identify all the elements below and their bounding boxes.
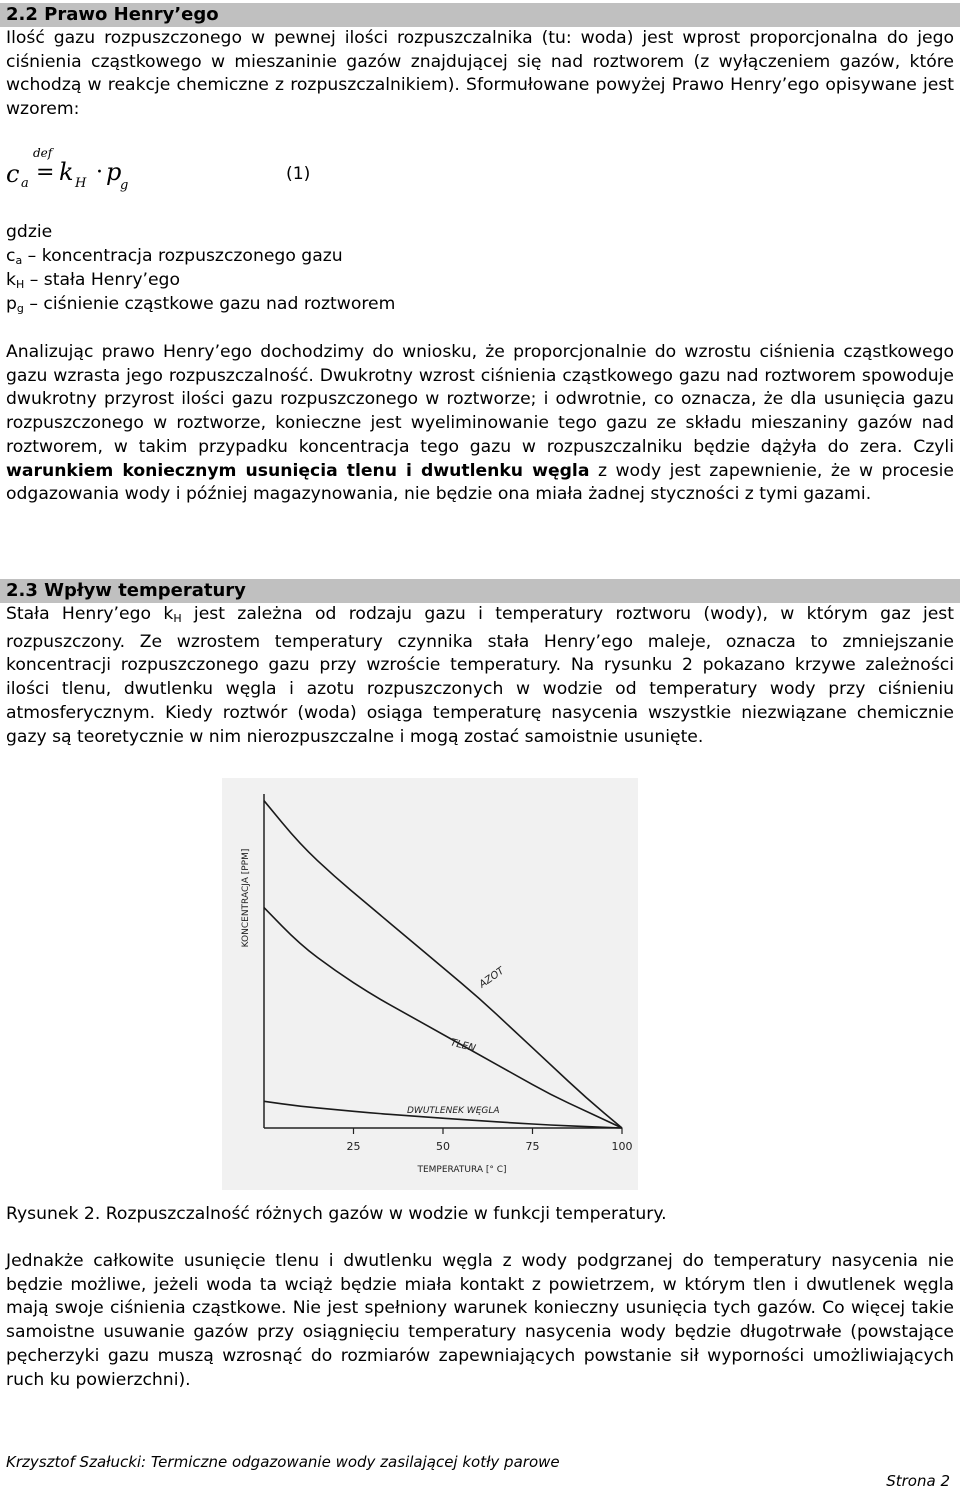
formula-c-sub: a [21, 176, 29, 191]
solubility-chart-figure [222, 778, 638, 1190]
analysis-text-2: z wody jest zapewnienie, że w procesie odgazowania wody i później magazynowania, nie będzie ona miała żadnej styczności z tymi gazami. [6, 460, 954, 505]
intro-paragraph: Ilość gazu rozpuszczonego w pewnej ilości rozpuszczalnika (tu: woda) jest wprost proporcjonalna do jego ciśnienia cząstkowego w mieszaninie gazów znajdującej się nad roztworem (z wyłączeniem gazów, które wchodzą w reakcje chemiczne z rozpuszczalnikiem). Sformułowane powyżej Prawo Henry’ego opisywane jest wzorem: [6, 28, 954, 120]
closing-paragraph: Jednakże całkowite usunięcie tlenu i dwutlenku węgla z wody podgrzanej do temperatury nasycenia nie będzie możliwe, jeżeli woda ta wciąż będzie miała kontakt z powietrzem, w którym tlen i dwutlenek węgla mają swoje ciśnienia cząstkowe. Nie jest spełniony warunek konieczny usunięcia tych gazów. Co więcej takie samoistne usuwanie gazów przy osiągnięciu temperatury nasycenia wody będzie długotrwałe (powstające pęcherzyki gazu muszą wzrosnąć do rozmiarów zapewniających powstanie sił wyporności umożliwiających ruch ku powierzchni). [6, 1251, 954, 1390]
formula-def: def [33, 146, 53, 160]
definition-text: – ciśnienie cząstkowe gazu nad roztworem [23, 294, 396, 314]
definition-text: – stała Henry’ego [24, 270, 180, 290]
definition-symbol: k [6, 270, 16, 290]
definition-subscript: g [16, 302, 24, 315]
x-tick-label: 50 [436, 1140, 450, 1153]
x-tick-label: 25 [346, 1140, 361, 1153]
analysis-text-1: Analizując prawo Henry’ego dochodzimy do wniosku, że proporcjonalnie do wzrostu ciśnienia cząstkowego gazu wzrasta jego rozpuszczalność. Dwukrotny wzrost ciśnienia cząstkowego gazu nad roztworem spowoduje dwukrotny przyrost ilości gazu rozpuszczonego w roztworze; i odwrotnie, co oznacza, że dla usunięcia gazu rozpuszczonego w roztworze, konieczne jest wyeliminowanie tego gazu ze składu mieszaniny gazów nad roztworem, w takim przypadku koncentracja tego gazu w rozpuszczalniku będzie dążyła do zera. Czyli [6, 342, 954, 457]
section-heading-2-2: 2.2 Prawo Henry’ego [0, 3, 960, 27]
temperature-paragraph [6, 603, 954, 749]
series-label-0: AZOT [477, 965, 507, 991]
series-label-2: DWUTLENEK WĘGLA [407, 1106, 500, 1116]
formula-p-sub: g [120, 178, 129, 193]
section-heading-2-3: 2.3 Wpływ temperatury [0, 579, 960, 603]
temperature-text-2: jest zależna od rodzaju gazu i temperatury roztworu (wody), w którym gaz jest rozpuszczony. Ze wzrostem temperatury czynnika stała Henry’ego maleje, oznacza to zmniejszanie koncentracji rozpuszczonego gazu przy wzroście temperatury. Na rysunku 2 pokazano krzywe zależności ilości tlenu, dwutlenku węgla i azotu rozpuszczonych w wodzie od temperatury wody przy ciśnieniu atmosferycznym. Kiedy roztwór (woda) osiąga temperaturę nasycenia wszystkie niezwiązane chemicznie gazy są teoretycznie w nim nierozpuszczalne i mogą zostać samoistnie usunięte. [6, 604, 954, 747]
x-tick-label: 75 [525, 1140, 540, 1153]
formula-p: p [106, 158, 122, 186]
formula-dot: · [96, 160, 103, 185]
definition-text: – koncentracja rozpuszczonego gazu [22, 246, 343, 266]
x-tick-label: 100 [611, 1140, 633, 1153]
series-line-1 [264, 908, 622, 1128]
series-label-1: TLEN [449, 1037, 477, 1055]
formula-k: k [59, 158, 74, 186]
x-axis-label: TEMPERATURA [° C] [417, 1165, 507, 1175]
definition-symbol: c [6, 246, 16, 266]
gdzie-label: gdzie [6, 222, 53, 242]
footer-page-number: Strona 2 [886, 1472, 950, 1490]
temperature-text-1: Stała Henry’ego k [6, 604, 174, 624]
solubility-chart [222, 778, 638, 1190]
footer-author-title: Krzysztof Szałucki: Termiczne odgazowanie wody zasilającej kotły parowe [6, 1453, 560, 1471]
definition-symbol: p [6, 294, 17, 314]
formula-c: c [6, 160, 20, 188]
henry-formula [6, 140, 326, 200]
formula-number: (1) [286, 164, 311, 184]
formula-k-sub: H [75, 176, 87, 191]
series-line-0 [264, 801, 622, 1128]
definition-subscript: H [15, 278, 25, 291]
analysis-bold-text: warunkiem koniecznym usunięcia tlenu i dwutlenku węgla [6, 460, 590, 481]
definition-subscript: a [15, 254, 23, 267]
definition-pg [6, 292, 395, 321]
formula-equals: = [36, 160, 55, 185]
figure-caption: Rysunek 2. Rozpuszczalność różnych gazów w wodzie w funkcji temperatury. [6, 1204, 667, 1224]
y-axis-label: KONCENTRACJA [PPM] [241, 848, 251, 948]
analysis-paragraph [6, 341, 954, 507]
temperature-subscript: H [173, 612, 182, 625]
